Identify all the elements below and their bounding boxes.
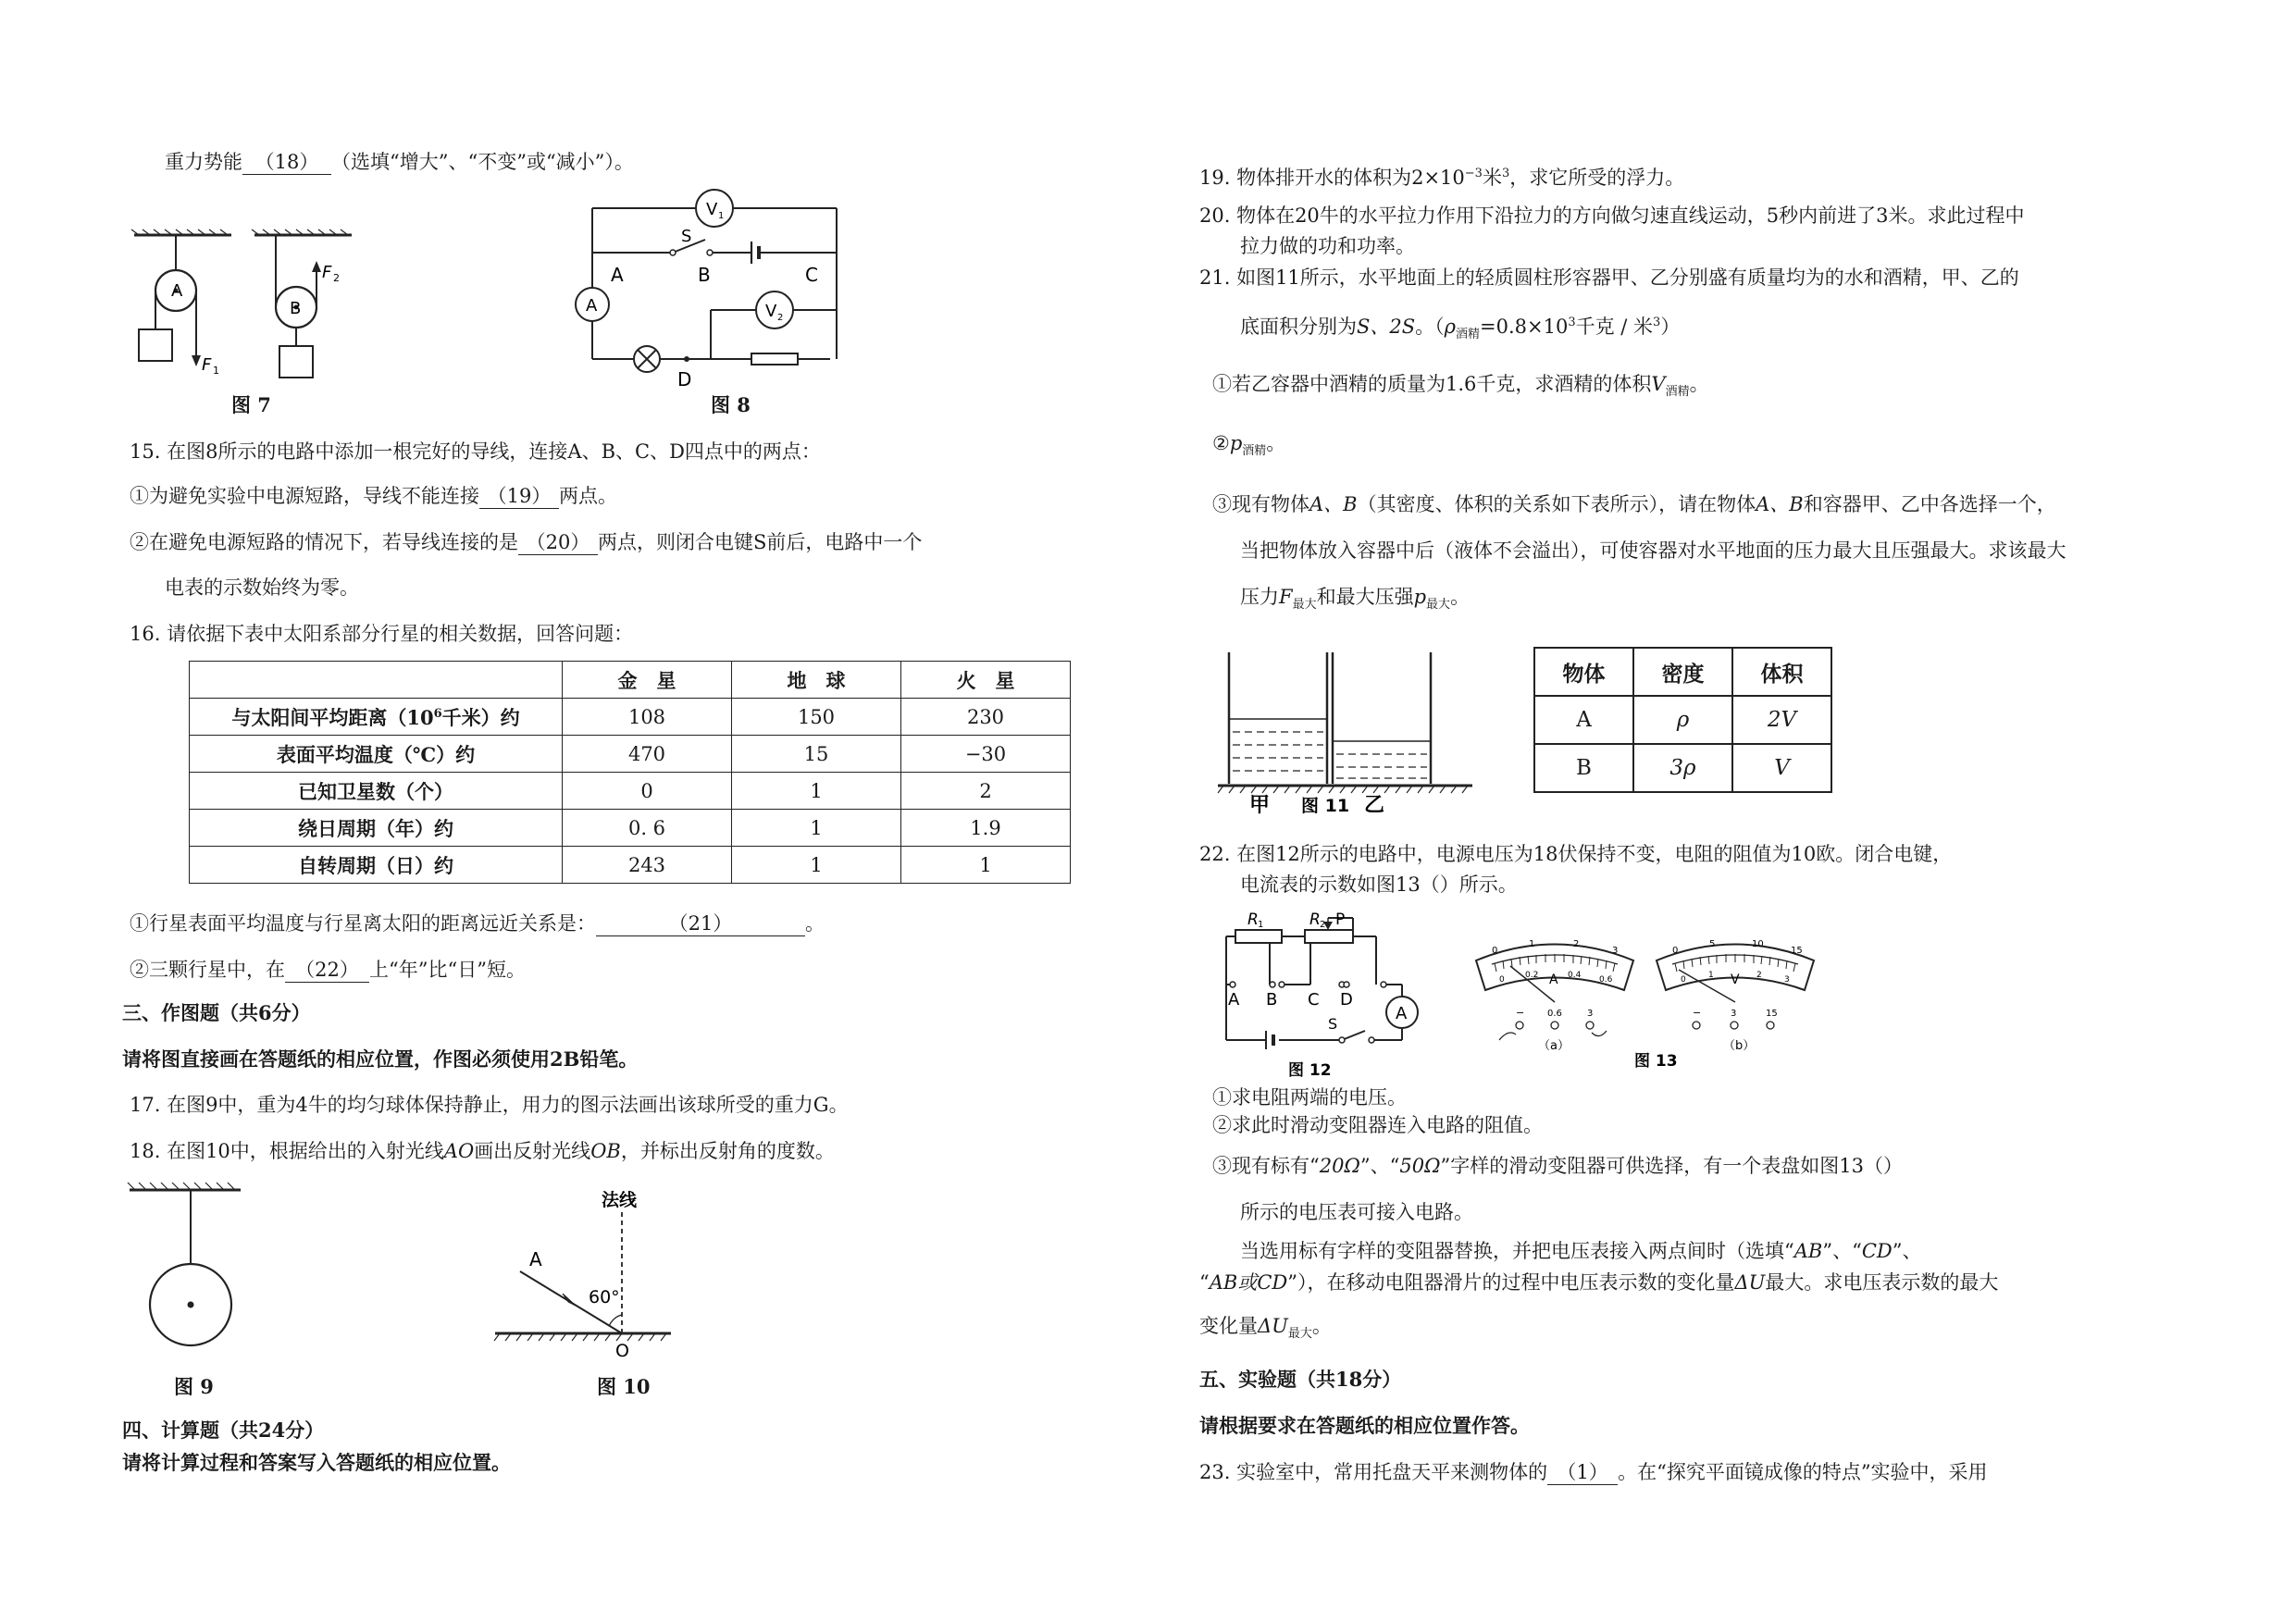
svg-text:1: 1 [1529,939,1535,949]
table-cell: A [1534,696,1633,744]
q21: 21. 如图11所示，水平地面上的轻质圆柱形容器甲、乙分别盛有质量均为的水和酒精，甲、乙的 [1199,266,2019,289]
fig7-caption: 图 7 [231,393,271,416]
q23: 23. 实验室中，常用托盘天平来测物体的 （1） 。在“探究平面镜成像的特点”实验中，采用 [1199,1461,1988,1483]
section-3-title: 三、作图题（共6分） [122,1001,311,1024]
fig10-label-angle: 60° [589,1287,620,1307]
fig9-caption: 图 9 [174,1375,214,1398]
q16: 16. 请依据下表中太阳系部分行星的相关数据，回答问题： [130,623,634,645]
q20: 20. 物体在20牛的水平拉力作用下沿拉力的方向做匀速直线运动，5秒内前进了3米。求此过程中 [1199,204,2025,227]
fig7-label-f1-sub: 1 [213,365,219,377]
svg-text:0: 0 [1492,946,1498,956]
q21-part1: ①若乙容器中酒精的质量为1.6千克，求酒精的体积$V_{酒精}$。 [1212,373,1709,400]
svg-text:15: 15 [1766,1009,1778,1019]
table-cell: 1 [901,847,1071,884]
table-row [190,847,1071,884]
table-header-cell: 地 球 [732,662,901,699]
row-label: 绕日周期（年）约 [190,810,563,847]
table-row [1534,744,1831,792]
fig7-label-f1: F [202,355,212,375]
svg-text:5: 5 [1709,939,1716,949]
fig10-label-a: A [529,1248,542,1270]
row-label: 自转周期（日）约 [190,847,563,884]
svg-text:1: 1 [1708,971,1714,980]
table-cell: 15 [732,736,901,773]
table-cell: ρ [1633,696,1732,744]
table-cell: 108 [563,699,732,736]
table-cell: 1 [732,810,901,847]
table-cell: 470 [563,736,732,773]
q21-part3: ③现有物体A、B（其密度、体积的关系如下表所示），请在物体A、B和容器甲、乙中各选择一个， [1212,493,2056,515]
figure-13-meters [1471,933,1832,1081]
table-row [1534,696,1831,744]
fig7-label-f2-sub: 2 [333,272,340,284]
fig13-caption: 图 13 [1634,1052,1678,1071]
table-cell: 230 [901,699,1071,736]
svg-text:2: 2 [1573,939,1580,949]
q15-part2: ②在避免电源短路的情况下，若导线连接的是 （20） 两点，则闭合电键S前后，电路中一个 [130,531,923,553]
q22-part3-cont3: “AB或CD”），在移动电阻器滑片的过程中电压表示数的变化量ΔU最大。求电压表示数的最大 [1199,1271,1999,1294]
row-label: 已知卫星数（个） [190,773,563,810]
svg-text:3: 3 [1731,1009,1737,1019]
row-label: 表面平均温度（℃）约 [190,736,563,773]
section-5-note: 请根据要求在答题纸的相应位置作答。 [1199,1414,1530,1437]
svg-text:−: − [1516,1007,1525,1019]
table-cell: −30 [901,736,1071,773]
svg-text:2: 2 [1756,971,1762,980]
q20-cont: 拉力做的功和功率。 [1240,235,1415,257]
fig8-label-c: C [805,264,818,286]
fig12-label-d: D [1340,990,1353,1010]
svg-text:0: 0 [1672,946,1679,956]
q18: 18. 在图10中，根据给出的入射光线AO画出反射光线OB，并标出反射角的度数。 [130,1140,835,1162]
fig8-label-b: B [698,264,711,286]
q16-part1: ①行星表面平均温度与行星离太阳的距离远近关系是： （21） 。 [130,912,825,935]
q22-cont: 电流表的示数如图13（）所示。 [1240,873,1518,896]
fig8-label-v2: V [765,302,777,321]
table-header-row [190,662,1071,699]
svg-text:0: 0 [1681,975,1686,985]
q21-cont: 底面积分别为S、2S。（$\rho_{酒精}=0.8\times 10^3$千克 / 米$^3$） [1240,316,1681,342]
fig8-label-ammeter: A [586,296,598,316]
section-3-note: 请将图直接画在答题纸的相应位置，作图必须使用2B铅笔。 [122,1047,639,1071]
ammeter-dial [1476,939,1633,1053]
table-row [190,773,1071,810]
fig12-label-r1-sub: 1 [1258,920,1264,930]
table-cell: 1 [732,847,901,884]
figure-10-reflection [490,1184,676,1360]
table-cell: 0. 6 [563,810,732,847]
fig8-label-d: D [677,368,692,390]
q22-part3-cont: 所示的电压表可接入电路。 [1240,1201,1473,1223]
svg-text:（b）: （b） [1723,1039,1756,1053]
fig11-label-yi: 乙 [1364,794,1385,817]
q22: 22. 在图12所示的电路中，电源电压为18伏保持不变，电阻的阻值为10欧。闭合电键， [1199,843,1953,865]
table-cell: 243 [563,847,732,884]
table-row [190,699,1071,736]
fig8-label-s: S [681,227,692,246]
table-header-cell: 火 星 [901,662,1071,699]
q22-part3: ③现有标有“20Ω”、“50Ω”字样的滑动变阻器可供选择，有一个表盘如图13（） [1212,1155,1903,1177]
table-header-row [1534,648,1831,696]
table-header-cell: 体积 [1732,648,1831,696]
section-5-title: 五、实验题（共18分） [1199,1368,1402,1391]
fig7-label-a: A [171,281,183,301]
voltmeter-unit: V [1731,973,1740,987]
fig11-caption: 图 11 [1301,796,1350,816]
table-cell: 150 [732,699,901,736]
q22-part3-cont2: 当选用标有字样的变阻器替换，并把电压表接入两点间时（选填“AB”、“CD”、 [1240,1240,1922,1262]
fig12-label-r1: R [1247,911,1259,929]
table-header-cell: 密度 [1633,648,1732,696]
table-row [190,810,1071,847]
svg-text:−: − [1693,1007,1702,1019]
voltmeter-dial [1657,939,1814,1053]
table-header-cell: 物体 [1534,648,1633,696]
fig8-label-v1: V [706,200,718,219]
table-cell: 2V [1732,696,1831,744]
figure-12-circuit [1212,909,1444,1084]
fig7-label-f2: F [322,263,332,282]
q21-part3-cont: 当把物体放入容器中后（液体不会溢出），可使容器对水平地面的压力最大且压强最大。求该最大 [1240,539,2066,562]
svg-text:0: 0 [1499,975,1505,985]
table-row [190,736,1071,773]
fig12-label-ammeter: A [1396,1004,1408,1023]
svg-text:0.4: 0.4 [1568,971,1582,980]
svg-text:0.6: 0.6 [1547,1009,1562,1019]
svg-text:0.6: 0.6 [1599,975,1613,985]
fig12-label-p: P [1335,911,1346,929]
figure-11-containers [1218,652,1496,819]
q22-part3-cont4: 变化量$\Delta U_{最大}$。 [1199,1315,1332,1342]
fig10-caption: 图 10 [597,1375,651,1398]
figure-7-pulleys [130,229,370,415]
fig12-caption: 图 12 [1288,1061,1332,1080]
svg-text:0.2: 0.2 [1525,971,1539,980]
planet-data-table [189,661,1071,884]
table-cell: 2 [901,773,1071,810]
q21-part2: $②p_{酒精}$。 [1212,432,1286,459]
table-cell: B [1534,744,1633,792]
q15: 15. 在图8所示的电路中添加一根完好的导线，连接A、B、C、D四点中的两点： [130,440,821,463]
fig8-label-a: A [611,264,624,286]
svg-text:15: 15 [1791,946,1803,956]
fig12-label-a: A [1228,990,1240,1010]
fig12-label-b: B [1266,990,1278,1010]
fig12-label-r2: R [1309,911,1321,929]
fig10-label-normal: 法线 [602,1190,638,1210]
object-property-table [1533,647,1832,793]
fig12-label-r2-sub: 2 [1320,920,1326,930]
fig7-label-b: B [290,299,302,318]
svg-text:10: 10 [1752,939,1764,949]
q17: 17. 在图9中，重为4牛的均匀球体保持静止，用力的图示法画出该球所受的重力G。 [130,1094,849,1116]
table-cell: 3ρ [1633,744,1732,792]
fig8-label-v2-sub: 2 [777,313,784,323]
figure-9-ball [128,1183,267,1368]
section-4-note: 请将计算过程和答案写入答题纸的相应位置。 [122,1451,511,1474]
fig10-label-o: O [615,1341,629,1361]
q15-part1: ①为避免实验中电源短路，导线不能连接 （19） 两点。 [130,485,617,507]
fig8-caption: 图 8 [711,393,751,416]
table-cell: 0 [563,773,732,810]
row-label: 与太阳间平均距离（$10^6$千米）约 [190,699,563,736]
q19: 19. 物体排开水的体积为$2\times 10^{-3}$米$^3$，求它所受的浮力。 [1199,167,1685,189]
table-header-cell: 金 星 [563,662,732,699]
q22-part2: ②求此时滑动变阻器连入电路的阻值。 [1212,1114,1543,1136]
ammeter-unit: A [1549,973,1558,987]
q15-part2-cont: 电表的示数始终为零。 [165,576,359,599]
table-cell: 1 [732,773,901,810]
svg-text:3: 3 [1587,1009,1594,1019]
section-4-title: 四、计算题（共24分） [122,1419,325,1442]
q22-part1: ①求电阻两端的电压。 [1212,1086,1407,1109]
q14-tail: 重力势能 （18） （选填“增大”、“不变”或“减小”）。 [165,151,634,173]
table-cell: V [1732,744,1831,792]
fig12-label-s: S [1328,1015,1338,1033]
svg-text:3: 3 [1784,975,1790,985]
fig8-label-v1-sub: 1 [718,211,725,221]
q16-part2: ②三颗行星中，在 （22） 上“年”比“日”短。 [130,959,526,981]
svg-text:（a）: （a） [1538,1039,1570,1053]
fig12-label-c: C [1308,990,1320,1010]
fig11-label-jia: 甲 [1249,794,1271,817]
table-cell: 1.9 [901,810,1071,847]
q21-part3-cont2: 压力$F_{最大}$和最大压强$p_{最大}$。 [1240,586,1471,613]
svg-text:3: 3 [1612,946,1619,956]
figure-8-circuit [566,188,853,396]
